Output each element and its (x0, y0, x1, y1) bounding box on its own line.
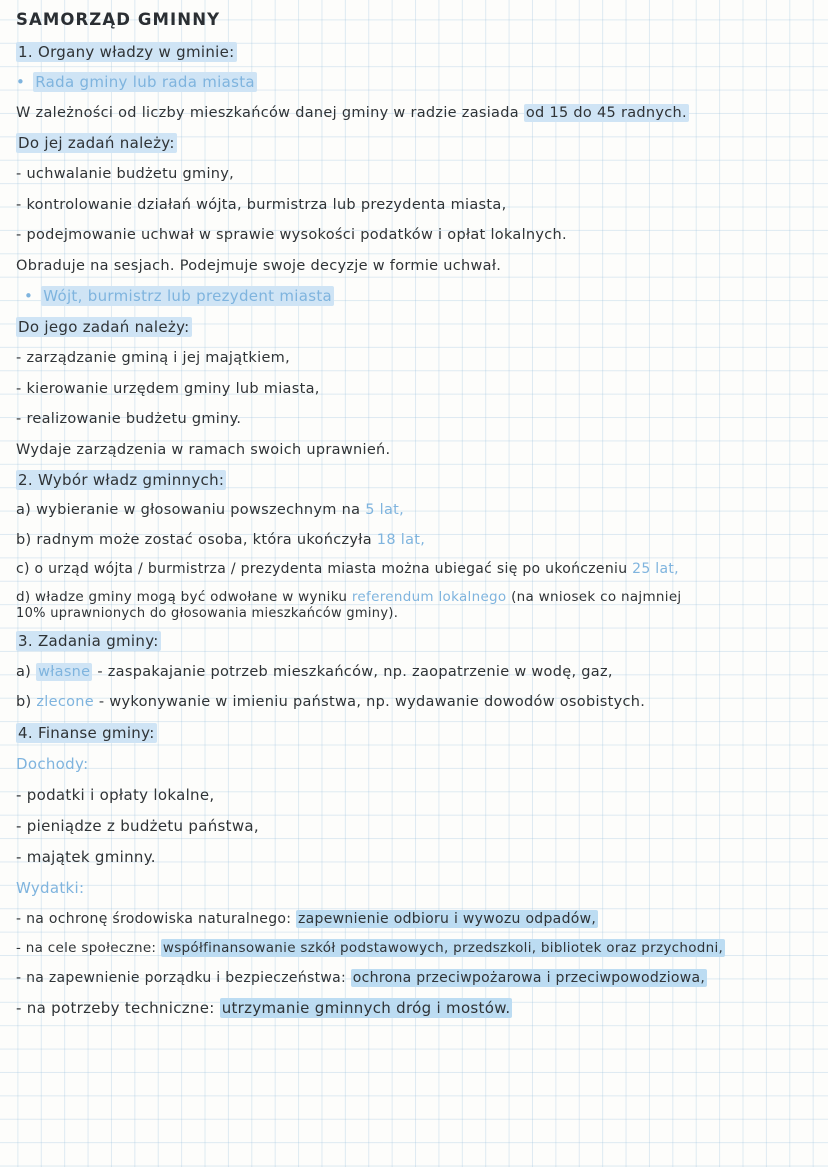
list-item: c) o urząd wójta / burmistrza / prezydenta miasta można ubiegać się po ukończeniu 25 lat, (16, 561, 679, 577)
list-item: - realizowanie budżetu gminy. (16, 411, 242, 427)
list-item: - na cele społeczne: współfinansowanie szkół podstawowych, przedszkoli, bibliotek oraz przychodni, (16, 939, 724, 956)
section-1-closing-2: Wydaje zarządzenia w ramach swoich uprawnień. (16, 441, 391, 458)
list-item: - pieniądze z budżetu państwa, (16, 816, 259, 835)
section-1-bullet-2: • Wójt, burmistrz lub prezydent miasta (24, 287, 333, 305)
list-item: - na ochronę środowiska naturalnego: zapewnienie odbioru i wywozu odpadów, (16, 910, 597, 927)
list-item: b) radnym może zostać osoba, która ukończyła 18 lat, (16, 531, 426, 548)
list-item: - zarządzanie gminą i jej majątkiem, (16, 350, 291, 366)
section-3-heading: 3. Zadania gminy: (18, 631, 159, 650)
page-title: SAMORZĄD GMINNY (16, 10, 221, 29)
section-2-heading: 2. Wybór władz gminnych: (18, 471, 225, 489)
list-item: a) własne - zaspakajanie potrzeb mieszkańców, np. zaopatrzenie w wodę, gaz, (16, 663, 613, 680)
list-item: a) wybieranie w głosowaniu powszechnym na 5 lat, (16, 502, 405, 518)
section-1-bullet-1: • Rada gminy lub rada miasta (16, 72, 255, 91)
list-item: - kierowanie urzędem gminy lub miasta, (16, 380, 320, 397)
section-1-intro-line: W zależności od liczby mieszkańców danej gminy w radzie zasiada od 15 do 45 radnych. (16, 104, 687, 121)
list-item: - podatki i opłaty lokalne, (16, 785, 215, 804)
section-1-heading: 1. Organy władzy w gminie: (18, 42, 235, 61)
section-1-subheading-1: Do jej zadań należy: (18, 134, 175, 152)
section-4-income-subheading: Dochody: (16, 754, 89, 773)
list-item: d) władze gminy mogą być odwołane w wyniku referendum lokalnego (na wniosek co najmniej (16, 589, 682, 605)
list-item: - na potrzeby techniczne: utrzymanie gminnych dróg i mostów. (16, 999, 511, 1017)
list-item: - kontrolowanie działań wójta, burmistrza lub prezydenta miasta, (16, 196, 507, 213)
list-item: - majątek gminny. (16, 847, 156, 866)
section-1-subheading-2: Do jego zadań należy: (18, 318, 190, 336)
bullet-icon: • (16, 72, 26, 91)
handwritten-notes-sheet (12, 12, 814, 1016)
bullet-icon: • (24, 287, 34, 305)
section-4-expense-subheading: Wydatki: (16, 878, 85, 897)
section-4-heading: 4. Finanse gminy: (18, 723, 155, 742)
section-2-item-d-continuation: 10% uprawnionych do głosowania mieszkańców gminy). (16, 605, 399, 621)
section-1-closing-1: Obraduje na sesjach. Podejmuje swoje decyzje w formie uchwał. (16, 257, 502, 274)
list-item: - na zapewnienie porządku i bezpieczeństwa: ochrona przeciwpożarowa i przeciwpowodziowa, (16, 970, 706, 986)
list-item: b) zlecone - wykonywanie w imieniu państwa, np. wydawanie dowodów osobistych. (16, 694, 646, 710)
list-item: - uchwalanie budżetu gminy, (16, 166, 235, 182)
list-item: - podejmowanie uchwał w sprawie wysokości podatków i opłat lokalnych. (16, 227, 567, 243)
